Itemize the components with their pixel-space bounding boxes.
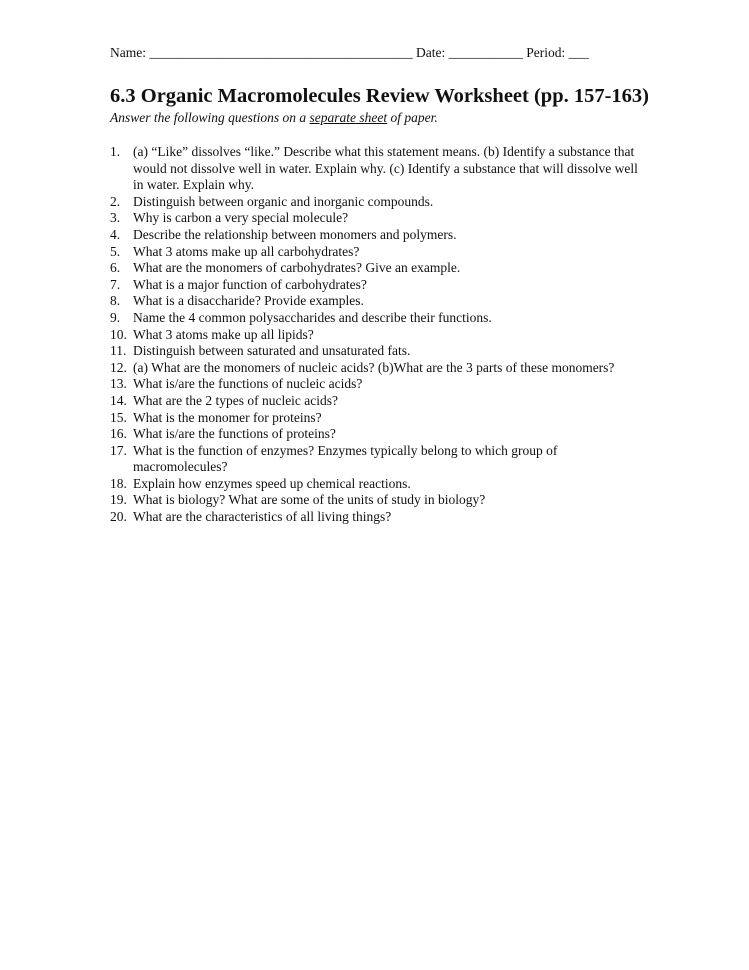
question-text: What 3 atoms make up all carbohydrates? xyxy=(133,243,360,259)
instructions-underlined: separate sheet xyxy=(309,110,388,125)
question-number: 16. xyxy=(110,426,127,442)
question-item xyxy=(110,194,650,211)
question-number: 15. xyxy=(110,409,127,425)
question-item xyxy=(110,426,650,443)
question-number: 20. xyxy=(110,509,127,525)
question-item xyxy=(110,210,650,227)
question-text: What is biology? What are some of the units of study in biology? xyxy=(133,492,486,508)
question-number: 17. xyxy=(110,442,127,458)
question-text: What is a major function of carbohydrates? xyxy=(133,276,367,292)
question-item xyxy=(110,144,650,194)
question-item xyxy=(110,492,650,509)
name-blank: _______________________________________ xyxy=(149,45,413,60)
question-number: 9. xyxy=(110,309,121,325)
question-number: 6. xyxy=(110,260,121,276)
date-blank: ___________ xyxy=(448,45,523,60)
question-number: 5. xyxy=(110,243,121,259)
question-text: What is a disaccharide? Provide examples. xyxy=(133,293,364,309)
page-title: 6.3 Organic Macromolecules Review Worksheet (pp. 157-163) xyxy=(110,85,649,107)
question-item xyxy=(110,327,650,344)
question-item xyxy=(110,360,650,377)
question-text: Distinguish between organic and inorganic compounds. xyxy=(133,193,434,209)
question-number: 19. xyxy=(110,492,127,508)
question-item xyxy=(110,310,650,327)
instructions xyxy=(110,110,438,126)
question-text: Explain how enzymes speed up chemical reactions. xyxy=(133,475,411,491)
question-text: What are the monomers of carbohydrates? Give an example. xyxy=(133,260,461,276)
question-item xyxy=(110,277,650,294)
question-number: 4. xyxy=(110,226,121,242)
question-item xyxy=(110,410,650,427)
question-text: What are the characteristics of all living things? xyxy=(133,509,392,525)
question-text: What is the monomer for proteins? xyxy=(133,409,322,425)
question-number: 13. xyxy=(110,376,127,392)
question-number: 3. xyxy=(110,210,121,226)
period-blank: ___ xyxy=(568,45,589,60)
instructions-before: Answer the following questions on a xyxy=(110,110,310,125)
question-text: Describe the relationship between monomers and polymers. xyxy=(133,226,457,242)
question-number: 11. xyxy=(110,343,127,359)
question-text: (a) “Like” dissolves “like.” Describe what this statement means. (b) Identify a substance that would not dissolve well in water. Explain why. (c) Identify a substance that will dissolve well in water. Explain why. xyxy=(133,144,638,193)
question-text: What 3 atoms make up all lipids? xyxy=(133,326,314,342)
question-number: 1. xyxy=(110,144,121,159)
period-label: Period: xyxy=(526,45,566,60)
question-number: 8. xyxy=(110,293,121,309)
question-item xyxy=(110,376,650,393)
question-item xyxy=(110,509,650,526)
question-text: What are the 2 types of nucleic acids? xyxy=(133,392,339,408)
question-number: 7. xyxy=(110,276,121,292)
header-fields xyxy=(110,45,589,61)
question-item xyxy=(110,443,650,476)
question-number: 10. xyxy=(110,326,127,342)
question-number: 14. xyxy=(110,392,127,408)
question-number: 12. xyxy=(110,359,127,375)
question-item xyxy=(110,343,650,360)
question-item xyxy=(110,393,650,410)
question-text: What is/are the functions of nucleic acids? xyxy=(133,376,363,392)
question-text: What is the function of enzymes? Enzymes typically belong to which group of macromolecules? xyxy=(133,442,558,475)
instructions-after: of paper. xyxy=(387,110,438,125)
question-list xyxy=(110,144,650,526)
question-text: Name the 4 common polysaccharides and describe their functions. xyxy=(133,309,492,325)
question-item xyxy=(110,227,650,244)
question-number: 18. xyxy=(110,475,127,491)
question-text: What is/are the functions of proteins? xyxy=(133,426,336,442)
question-item xyxy=(110,244,650,261)
question-text: (a) What are the monomers of nucleic acids? (b)What are the 3 parts of these monomers? xyxy=(133,359,615,375)
name-label: Name: xyxy=(110,45,146,60)
date-label: Date: xyxy=(416,45,446,60)
question-number: 2. xyxy=(110,193,121,209)
question-text: Distinguish between saturated and unsaturated fats. xyxy=(133,343,411,359)
question-item xyxy=(110,293,650,310)
question-text: Why is carbon a very special molecule? xyxy=(133,210,349,226)
question-item xyxy=(110,260,650,277)
question-item xyxy=(110,476,650,493)
